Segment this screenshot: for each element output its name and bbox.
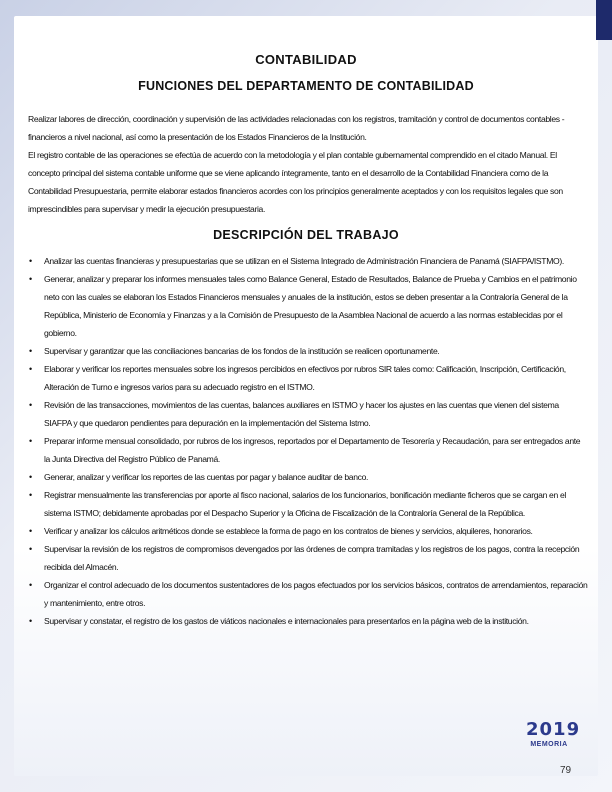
section-subtitle: FUNCIONES DEL DEPARTAMENTO DE CONTABILIDAD	[138, 79, 474, 93]
list-item: • Supervisar la revisión de los registros de compromisos devengados por las órdenes de compra tramitadas y los registros de los pagos, contra la recepción recibida del Almacén.	[28, 540, 588, 576]
memoria-2019-logo	[526, 719, 581, 756]
task-list	[28, 252, 588, 630]
list-item: • Elaborar y verificar los reportes mensuales sobre los ingresos percibidos en efectivos por rubros SIR tales como: Calificación, Inscripción, Certificación, Alteración de Turno e ingresos varios para su adecuado registro en el ISTMO.	[28, 360, 588, 396]
list-item: • Verificar y analizar los cálculos aritméticos donde se establece la forma de pago en los contratos de bienes y servicios, alquileres, honorarios.	[28, 522, 588, 540]
job-description-heading: DESCRIPCIÓN DEL TRABAJO	[213, 228, 399, 242]
logo-year: 2019	[526, 719, 581, 740]
section-title: CONTABILIDAD	[255, 52, 357, 67]
list-item: • Registrar mensualmente las transferencias por aporte al fisco nacional, salarios de los funcionarios, bonificación mediante ficheros que se cargan en el sistema ISTMO; debidamente aprobadas por el Despacho Superior y la Oficina de Fiscalización de la Contraloría General de la República.	[28, 486, 588, 522]
list-item: • Generar, analizar y preparar los informes mensuales tales como Balance General, Estado de Resultados, Balance de Prueba y Cambios en el patrimonio neto con las cuales se elaboran los Estados Financieros mensuales y anuales de la institución, estos se deben presentar a la Contraloría General de la República, Ministerio de Economía y Finanzas y a la Comisión de Presupuesto de la Asamblea Nacional de acuerdo a las normas establecidas por el gobierno.	[28, 270, 588, 342]
intro-paragraph-2: El registro contable de las operaciones se efectúa de acuerdo con la metodología y el plan contable gubernamental comprendido en el citado Manual. El concepto principal del sistema contable uniforme que se viene aplicando íntegramente, tanto en el desarrollo de la Contabilidad Financiera como de la Contabilidad Presupuestaria, permite elaborar estados financieros acordes con los principios generalmente aceptados y con los requisitos legales que son imprescindibles para supervisar y medir la ejecución presupuestaria.	[28, 150, 563, 214]
page-number: 79	[560, 765, 572, 776]
intro-paragraph-1: Realizar labores de dirección, coordinación y supervisión de las actividades relacionadas con los registros, tramitación y control de documentos contables - financieros a nivel nacional, así como la presentación de los Estados Financieros de la Institución.	[28, 114, 565, 142]
list-item: • Revisión de las transacciones, movimientos de las cuentas, balances auxiliares en ISTMO y hacer los ajustes en las cuentas que vienen del sistema SIAFPA y que quedaron pendientes para depuración en la implementación del Sistema Istmo.	[28, 396, 588, 432]
list-item: • Supervisar y constatar, el registro de los gastos de viáticos nacionales e internacionales para presentarlos en la página web de la institución.	[28, 612, 588, 630]
list-item: • Generar, analizar y verificar los reportes de las cuentas por pagar y balance auditar de banco.	[28, 468, 588, 486]
list-item: • Supervisar y garantizar que las conciliaciones bancarias de los fondos de la institución se realicen oportunamente.	[28, 342, 588, 360]
logo-word: MEMORIA	[530, 741, 568, 748]
list-item: • Organizar el control adecuado de los documentos sustentadores de los pagos efectuados por los servicios básicos, contratos de arrendamientos, reparación y mantenimiento, entre otros.	[28, 576, 588, 612]
intro-text	[28, 110, 588, 218]
list-item: • Preparar informe mensual consolidado, por rubros de los ingresos, reportados por el Departamento de Tesorería y Recaudación, para ser entregados ante la Junta Directiva del Registro Público de Panamá.	[28, 432, 588, 468]
list-item: • Analizar las cuentas financieras y presupuestarias que se utilizan en el Sistema Integrado de Administración Financiera de Panamá (SIAFPA/ISTMO).	[28, 252, 588, 270]
corner-tab	[596, 0, 612, 40]
